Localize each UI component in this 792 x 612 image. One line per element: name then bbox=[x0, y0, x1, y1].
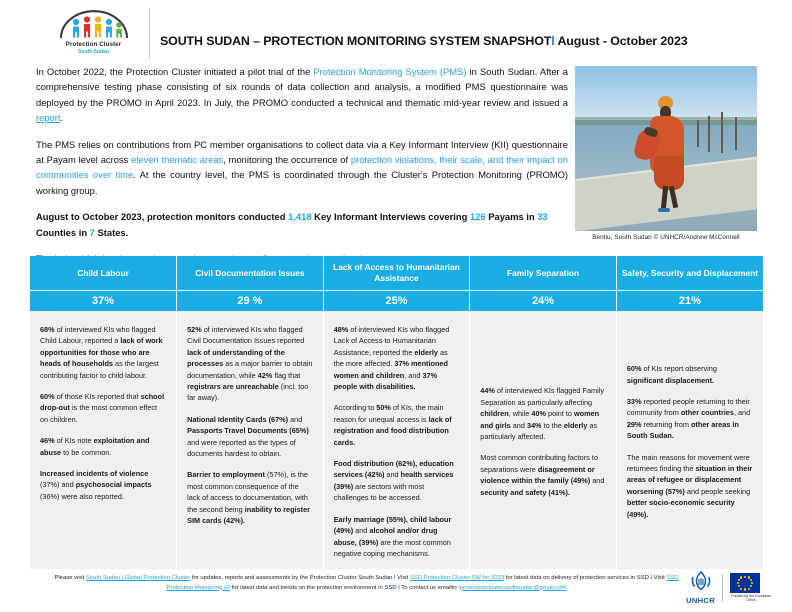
footer-text-7: To contact us emailto: bbox=[399, 584, 460, 591]
finding-paragraph bbox=[187, 414, 313, 460]
finding-text: According to bbox=[333, 403, 377, 413]
p2-text-b: , monitoring the occurrence of bbox=[223, 154, 351, 166]
finding-paragraph bbox=[334, 324, 460, 392]
global-protection-cluster-link[interactable]: South Sudan | Global Protection Cluster bbox=[85, 575, 191, 581]
p2-text-c: . At the country level, the PMS is coordinated through the Cluster's Protection Monitoring (PROMO) working group. bbox=[36, 169, 568, 196]
finding-paragraph bbox=[334, 514, 460, 560]
pms-link[interactable]: Protection Monitoring System (PMS) bbox=[313, 66, 467, 77]
finding-text: of those KIs reported that bbox=[54, 392, 141, 402]
ssd-monitoring-link[interactable]: SSD Protection Monitoring v2 bbox=[166, 575, 679, 591]
percent-safety-security: 21% bbox=[616, 291, 763, 312]
finding-emphasis: inability to register SIM cards (42%). bbox=[187, 504, 310, 526]
finding-text: as the more affected. bbox=[333, 347, 448, 369]
finding-emphasis: significant displacement. bbox=[626, 375, 715, 385]
finding-text: of KIs report observing bbox=[641, 364, 717, 374]
finding-text: point to bbox=[546, 409, 574, 419]
footer-text-6: for latest data and trends on the protection environment in SSD bbox=[230, 584, 399, 591]
finding-emphasis: 33% bbox=[626, 397, 642, 407]
finding-emphasis: Increased incidents of violence bbox=[40, 469, 149, 479]
footer-text-2: for updates, reports and assessments by the Protection Cluster South Sudan bbox=[190, 575, 394, 581]
finding-text: of interviewed KIs who flagged Civil Documentation Issues reported bbox=[187, 325, 305, 346]
finding-emphasis: lack of registration and food distribution cards. bbox=[333, 414, 452, 447]
finding-emphasis: 50% bbox=[376, 403, 391, 413]
footer-separator: l bbox=[393, 575, 396, 581]
table-percent-row bbox=[30, 291, 763, 312]
unhcr-logo bbox=[686, 570, 715, 605]
column-header-child-labour: Child Labour bbox=[30, 256, 177, 291]
key-statistics-paragraph bbox=[36, 209, 568, 240]
finding-text: to be common. bbox=[61, 447, 112, 457]
finding-text: of interviewed KIs who flagged Child Labour, reported a bbox=[40, 325, 156, 346]
p3-text-a: August to October 2023, protection monitors conducted bbox=[36, 211, 289, 223]
finding-text: (incl. too far away). bbox=[187, 382, 309, 403]
photo-caption: Bentiu, South Sudan © UNHCR/Andrew McConnell bbox=[592, 234, 740, 241]
finding-emphasis: alcohol and/or drug abuse, (39%) bbox=[333, 526, 438, 547]
finding-emphasis: 60% bbox=[40, 392, 55, 402]
finding-text: of KIs note bbox=[54, 436, 94, 446]
finding-text: and bbox=[384, 470, 401, 480]
document-header bbox=[0, 0, 792, 60]
footer-divider bbox=[722, 574, 723, 602]
finding-emphasis: lack of work opportunities for those who are heads of households bbox=[40, 336, 163, 369]
finding-emphasis: elderly bbox=[414, 347, 438, 357]
photo-tree bbox=[735, 117, 737, 150]
finding-text: , while bbox=[508, 409, 532, 419]
finding-text: (37%) and bbox=[40, 480, 76, 490]
finding-emphasis: 42% bbox=[257, 370, 273, 380]
percent-family-separation: 24% bbox=[470, 291, 617, 312]
footer-text-4: for latest data on delivery of protection services in SSD bbox=[504, 575, 651, 581]
eu-funding-caption: Funded by the European Union bbox=[731, 593, 771, 602]
thematic-areas-link[interactable]: eleven thematic areas bbox=[131, 154, 224, 166]
p1-text-b: in South Sudan. After a comprehensive testing phase consisting of six rounds of data collection and analysis, a modified PMS questionnaire was deployed by the PROMO in April 2023. In July, the PROMO conducted a technical and thematic mid-year review and issued a bbox=[36, 66, 568, 108]
p1-text-a: In October 2022, the Protection Cluster initiated a pilot trial of the bbox=[36, 66, 314, 77]
finding-text: to the bbox=[541, 420, 564, 430]
finding-text: (36%) were also reported. bbox=[40, 491, 124, 501]
finding-text: of interviewed KIs who flagged Lack of Access to Humanitarian Assistance, reported the bbox=[333, 325, 450, 357]
report-link[interactable]: report bbox=[36, 112, 61, 124]
finding-emphasis: security and safety (41%). bbox=[480, 487, 570, 497]
p3-text-b: Key Informant Interviews covering bbox=[311, 211, 470, 223]
finding-text: of interviewed KIs flagged Family Separation as particularly affecting bbox=[480, 386, 604, 407]
finding-text: as a major barrier to obtain documentation, while bbox=[187, 359, 313, 380]
finding-emphasis: school drop-out bbox=[40, 392, 165, 413]
finding-paragraph bbox=[40, 468, 166, 502]
contact-email-link[interactable]: protectionclustersouthsudan@gmail.com bbox=[459, 584, 567, 591]
finding-paragraph bbox=[187, 324, 313, 404]
table-header-row bbox=[30, 256, 763, 291]
finding-text: Most common contributing factors to separations were bbox=[480, 453, 598, 474]
finding-emphasis: 52% bbox=[187, 325, 202, 334]
finding-emphasis: children bbox=[480, 409, 509, 419]
finding-emphasis: 60% bbox=[626, 364, 642, 374]
column-header-family-separation: Family Separation bbox=[470, 256, 617, 291]
findings-family-separation bbox=[470, 311, 617, 569]
finding-emphasis: registrars are unreachable bbox=[187, 382, 279, 392]
p2-text-a: The PMS relies on contributions from PC member organisations to collect data via a Key Informant Interview (KII) questionnaire at Payam level across bbox=[36, 138, 568, 166]
findings-child-labour bbox=[30, 311, 177, 569]
finding-emphasis: elderly bbox=[563, 420, 588, 430]
logo-title: Protection Cluster bbox=[65, 41, 122, 48]
finding-text: flag that bbox=[272, 370, 301, 380]
finding-paragraph bbox=[627, 363, 753, 386]
finding-text: is the most common effect on children. bbox=[40, 403, 158, 424]
footer-text-1: Please visit bbox=[54, 575, 86, 581]
finding-paragraph bbox=[627, 396, 753, 442]
finding-emphasis: Early marriage (55%), child labour (49%) bbox=[333, 514, 452, 536]
finding-emphasis: 68% bbox=[40, 325, 55, 334]
finding-text: and people seeking bbox=[684, 486, 751, 496]
protection-cluster-arch-figures-icon bbox=[57, 8, 131, 42]
finding-text: and bbox=[510, 420, 527, 430]
footer-separator: l bbox=[398, 584, 400, 591]
percent-civil-documentation: 29 % bbox=[177, 291, 324, 312]
finding-paragraph bbox=[40, 391, 166, 425]
p1-text-c: . bbox=[60, 112, 64, 124]
finding-paragraph bbox=[334, 458, 460, 504]
finding-paragraph bbox=[187, 469, 313, 526]
finding-emphasis: psychosocial impacts bbox=[75, 480, 152, 490]
p3-text-d: Counties in bbox=[36, 226, 90, 238]
finding-emphasis: 29% bbox=[626, 419, 642, 429]
protection-issues-table bbox=[30, 256, 763, 569]
finding-emphasis: 34% bbox=[526, 420, 542, 430]
counties-count: 33 bbox=[537, 211, 548, 223]
ssd-5w-link[interactable]: SSD Protection Cluster 5W for 2023 bbox=[409, 575, 505, 581]
findings-civil-documentation bbox=[177, 311, 324, 569]
logo-subtitle: South Sudan bbox=[78, 49, 109, 55]
protection-violations-link[interactable]: protection violations, their scale, and their impact on communities over time bbox=[36, 154, 568, 181]
footer-text-5: Visit bbox=[652, 575, 667, 581]
column-header-safety-security: Safety, Security and Displacement bbox=[616, 256, 763, 291]
finding-emphasis: disagreement or violence within the family (49%) bbox=[480, 464, 595, 486]
finding-paragraph bbox=[627, 452, 753, 520]
finding-paragraph bbox=[40, 324, 166, 381]
intro-paragraph-2 bbox=[36, 137, 568, 199]
footer-separator: l bbox=[650, 575, 653, 581]
finding-emphasis: exploitation and abuse bbox=[40, 436, 150, 457]
photo-tree bbox=[721, 112, 723, 153]
finding-emphasis: Food distribution (62%), education services (42%) bbox=[333, 459, 454, 480]
finding-text: returning from bbox=[641, 419, 691, 429]
finding-text: (57%), is the most common consequence of the lack of access to documentation, with the second being bbox=[187, 470, 308, 514]
finding-text: and bbox=[288, 414, 303, 424]
finding-text: of KIs, the main reason for unequal access is bbox=[333, 403, 444, 424]
intro-text-column bbox=[36, 64, 568, 266]
table-content-row bbox=[30, 311, 763, 569]
states-count: 7 bbox=[89, 226, 95, 238]
payams-count: 126 bbox=[469, 211, 486, 223]
finding-emphasis: 37% people with disabilities. bbox=[333, 370, 438, 392]
finding-text: , and bbox=[733, 408, 751, 418]
finding-emphasis: health services (39%) bbox=[333, 470, 454, 491]
column-header-civil-documentation: Civil Documentation Issues bbox=[177, 256, 324, 291]
finding-paragraph bbox=[480, 452, 606, 498]
finding-emphasis: other countries bbox=[680, 408, 734, 418]
finding-paragraph bbox=[334, 402, 460, 448]
intro-paragraph-1 bbox=[36, 64, 568, 126]
page-title-period: August - October 2023 bbox=[557, 34, 688, 48]
eu-funding-logo bbox=[730, 573, 772, 603]
unhcr-wordmark: UNHCR bbox=[686, 596, 715, 605]
percent-humanitarian-access: 25% bbox=[323, 291, 470, 312]
protection-cluster-logo bbox=[38, 8, 150, 60]
finding-emphasis: 40% bbox=[531, 409, 546, 419]
finding-text: reported people returning to their community from bbox=[626, 397, 750, 418]
finding-emphasis: 48% bbox=[333, 325, 349, 334]
finding-emphasis: situation in their areas of refugee or displacement worsening (57%) bbox=[626, 464, 753, 496]
finding-emphasis: 44% bbox=[480, 386, 495, 396]
finding-paragraph bbox=[40, 435, 166, 458]
percent-child-labour: 37% bbox=[30, 291, 177, 312]
finding-emphasis: lack of understanding of the processes bbox=[187, 347, 285, 369]
bentiu-photo bbox=[575, 66, 757, 231]
finding-text: , and bbox=[404, 370, 423, 380]
finding-emphasis: National Identity Cards (67%) bbox=[187, 414, 289, 424]
page-title-separator: l bbox=[551, 34, 555, 48]
footer-text-3: Visit bbox=[395, 575, 410, 581]
column-header-humanitarian-access: Lack of Access to Humanitarian Assistance bbox=[323, 256, 470, 291]
unhcr-hands-icon bbox=[688, 570, 714, 592]
finding-emphasis: Barrier to employment bbox=[187, 470, 265, 480]
footer-links-text bbox=[44, 574, 689, 593]
photo-sandal bbox=[658, 208, 670, 212]
photo-block bbox=[575, 66, 757, 241]
finding-text: are sectors with most challenges to be accessed. bbox=[333, 481, 425, 503]
photo-woman-figure bbox=[648, 96, 692, 204]
finding-emphasis: Passports Travel Documents (65%) bbox=[187, 426, 309, 436]
kii-count: 1,418 bbox=[288, 211, 312, 223]
p3-text-e: States. bbox=[94, 226, 129, 238]
photo-dress-lower bbox=[654, 156, 684, 190]
finding-emphasis: women and girls bbox=[480, 409, 600, 430]
eu-flag-icon bbox=[730, 573, 760, 593]
finding-emphasis: better socio-economic security (49%). bbox=[626, 498, 735, 519]
page-title bbox=[160, 34, 760, 48]
finding-text: as particularly affected. bbox=[480, 420, 598, 441]
finding-text: are the most common negative coping mechanisms. bbox=[333, 537, 451, 558]
finding-text: and bbox=[353, 526, 370, 536]
finding-paragraph bbox=[480, 385, 606, 442]
finding-text: as the largest contributing factor to child labour. bbox=[40, 359, 159, 380]
finding-emphasis: 46% bbox=[40, 436, 55, 446]
finding-text: The main reasons for movement were returnees finding the bbox=[626, 452, 750, 474]
finding-emphasis: other areas in South Sudan. bbox=[626, 419, 739, 441]
finding-emphasis: 37% mentioned women and children bbox=[333, 359, 448, 380]
photo-tree bbox=[697, 120, 699, 146]
footer-logos bbox=[686, 570, 772, 605]
p3-text-c: Payams in bbox=[485, 211, 538, 223]
page-title-main: SOUTH SUDAN – PROTECTION MONITORING SYSTEM SNAPSHOT bbox=[160, 34, 552, 48]
findings-humanitarian-access bbox=[323, 311, 470, 569]
document-footer bbox=[0, 566, 792, 606]
photo-tree bbox=[708, 116, 710, 152]
finding-text: and were reported as the types of documents hardest to obtain. bbox=[187, 437, 296, 459]
findings-safety-security bbox=[616, 311, 763, 569]
finding-text: and bbox=[590, 476, 605, 486]
